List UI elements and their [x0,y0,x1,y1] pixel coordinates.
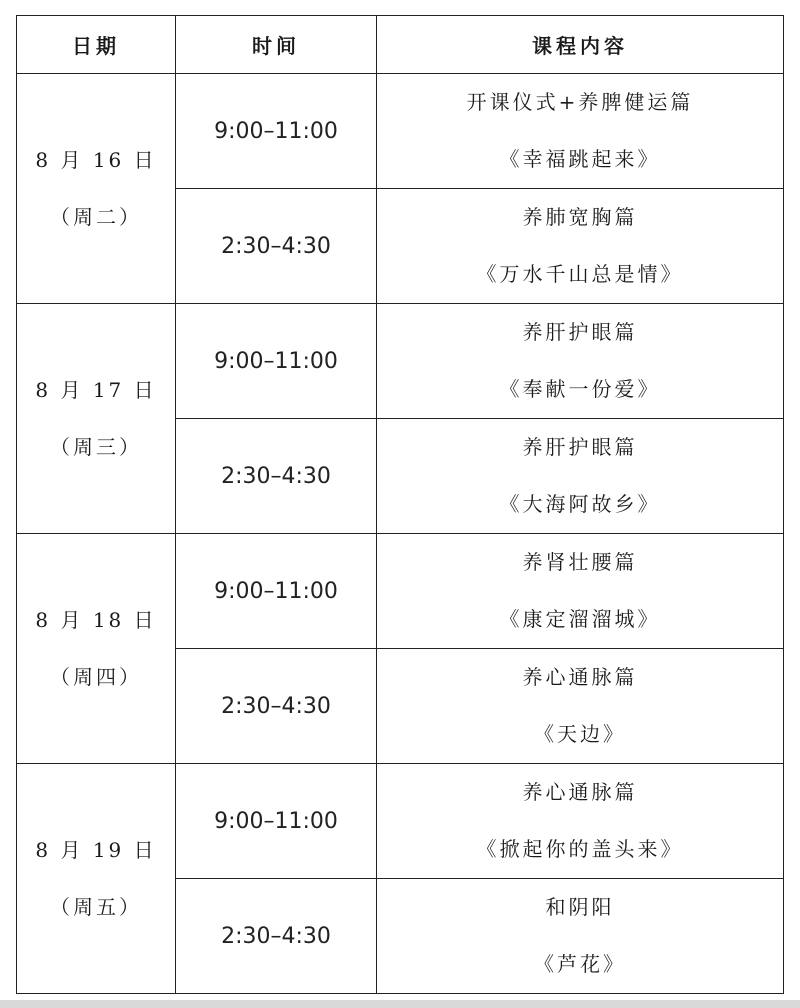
header-content: 课程内容 [377,16,784,74]
content-cell [377,189,784,304]
song-text: 《康定溜溜城》 [499,607,661,631]
time-cell: 9:00–11:00 [176,74,377,189]
song-text: 《芦花》 [534,952,626,976]
table-row [17,764,784,879]
date-cell [17,74,176,304]
course-schedule-table [16,15,784,994]
time-cell: 9:00–11:00 [176,304,377,419]
bottom-edge-divider [0,1000,800,1008]
weekday-label: （周四） [50,664,142,689]
song-text: 《天边》 [534,722,626,746]
topic-text: 和阴阳 [545,895,615,919]
table-row [17,534,784,649]
topic-text: 养肺宽胸篇 [522,205,638,229]
content-cell [377,534,784,649]
time-cell: 2:30–4:30 [176,649,377,764]
weekday-label: （周三） [50,434,142,459]
content-cell [377,419,784,534]
topic-text: 开课仪式+养脾健运篇 [466,90,694,114]
header-date: 日期 [17,16,176,74]
table-row [17,304,784,419]
time-cell: 2:30–4:30 [176,189,377,304]
header-time: 时间 [176,16,377,74]
song-text: 《幸福跳起来》 [499,147,661,171]
song-text: 《万水千山总是情》 [476,262,684,286]
date-label: 8 月 18 日 [35,607,157,632]
date-label: 8 月 19 日 [35,837,157,862]
date-cell [17,304,176,534]
time-cell: 9:00–11:00 [176,764,377,879]
song-text: 《大海阿故乡》 [499,492,661,516]
weekday-label: （周二） [50,204,142,229]
weekday-label: （周五） [50,894,142,919]
table-row [17,74,784,189]
date-label: 8 月 17 日 [35,377,157,402]
content-cell [377,304,784,419]
header-row [17,16,784,74]
time-cell: 2:30–4:30 [176,879,377,994]
time-cell: 2:30–4:30 [176,419,377,534]
song-text: 《奉献一份爱》 [499,377,661,401]
topic-text: 养肾壮腰篇 [522,550,638,574]
topic-text: 养肝护眼篇 [522,435,638,459]
content-cell [377,649,784,764]
topic-text: 养心通脉篇 [522,780,638,804]
date-label: 8 月 16 日 [35,147,157,172]
content-cell [377,764,784,879]
date-cell [17,534,176,764]
time-cell: 9:00–11:00 [176,534,377,649]
content-cell [377,879,784,994]
topic-text: 养心通脉篇 [522,665,638,689]
song-text: 《掀起你的盖头来》 [476,837,684,861]
content-cell [377,74,784,189]
topic-text: 养肝护眼篇 [522,320,638,344]
date-cell [17,764,176,994]
